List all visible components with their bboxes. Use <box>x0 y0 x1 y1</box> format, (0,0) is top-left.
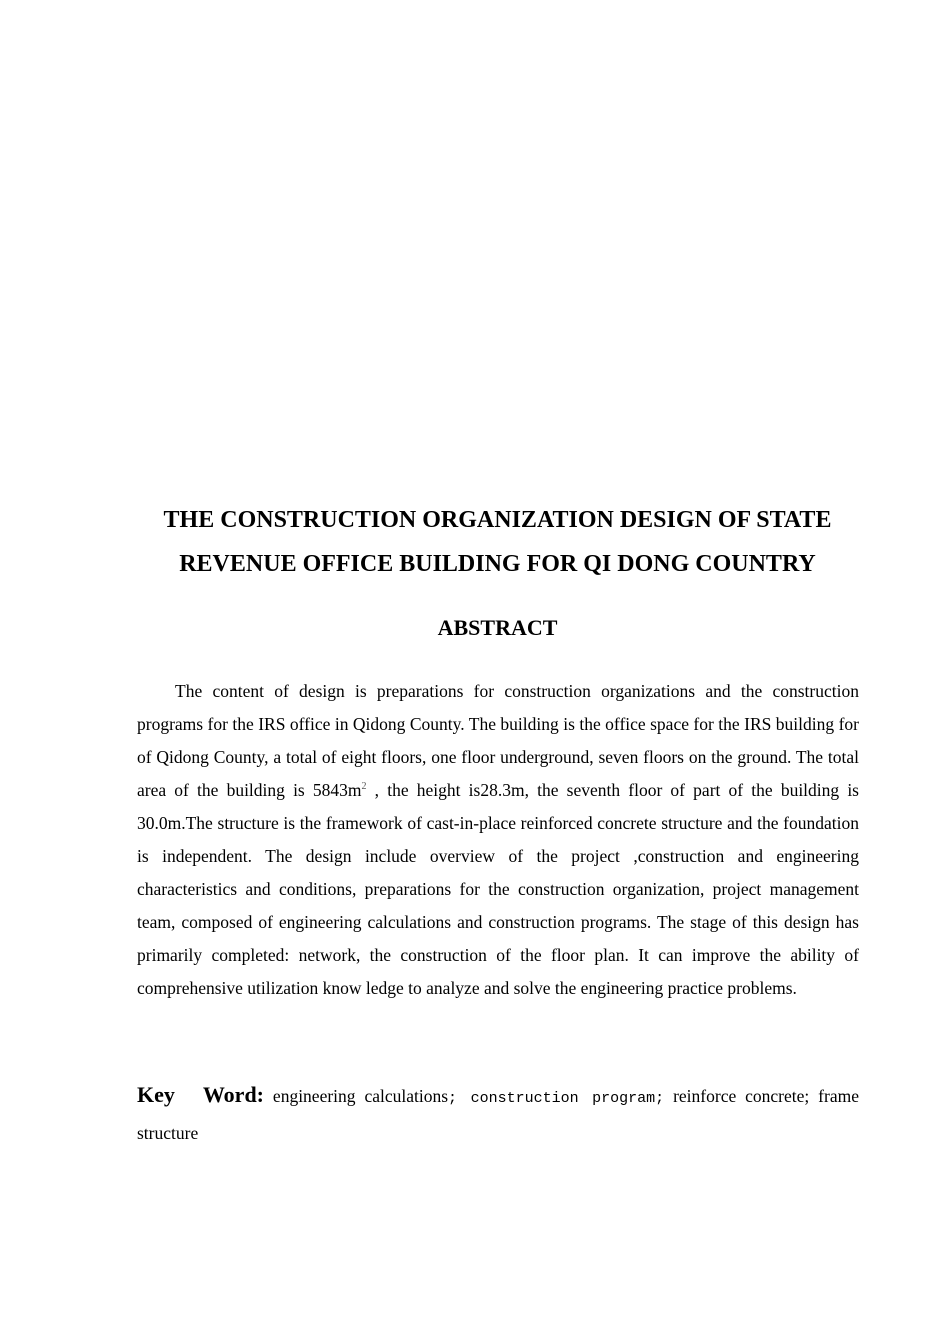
area-superscript: 2 <box>361 781 367 792</box>
abstract-paragraph <box>137 675 859 1005</box>
keywords-line <box>137 1078 859 1150</box>
keywords-label-word: Word: <box>202 1082 265 1107</box>
keyword-construction-program: construction program <box>470 1090 656 1107</box>
keyword-reinforce-concrete-frame-structure: reinforce concrete; frame structure <box>137 1086 859 1143</box>
document-title <box>100 498 895 586</box>
title-line-1: THE CONSTRUCTION ORGANIZATION DESIGN OF STATE <box>163 507 832 533</box>
keyword-separator-2: ; <box>655 1090 665 1107</box>
keyword-engineering-calculations: engineering calculations <box>264 1086 449 1106</box>
keyword-separator-1: ; <box>448 1090 471 1107</box>
abstract-heading: ABSTRACT <box>437 615 558 640</box>
abstract-text-part-2: , the height is28.3m, the seventh floor of part of the building is 30.0m.The structure is the framework of cast-in-place reinforced concrete structure and the foundation is independent. The design include overview of the project ,construction and engineering characteristics and conditions, preparations for the construction organization, project management team, composed of engineering calculations and construction programs. The stage of this design has primarily completed: network, the construction of the floor plan. It can improve the ability of comprehensive utilization know ledge to analyze and solve the engineering practice problems. <box>137 780 859 998</box>
keywords-label-key: Key <box>137 1082 175 1107</box>
abstract-text-part-1: The content of design is preparations for construction organizations and the construction programs for the IRS office in Qidong County. The building is the office space for the IRS building for of Qidong County, a total of eight floors, one floor underground, seven floors on the ground. The total area of the building is 5843m <box>137 681 859 800</box>
title-line-2: REVENUE OFFICE BUILDING FOR QI DONG COUNTRY <box>179 551 816 577</box>
